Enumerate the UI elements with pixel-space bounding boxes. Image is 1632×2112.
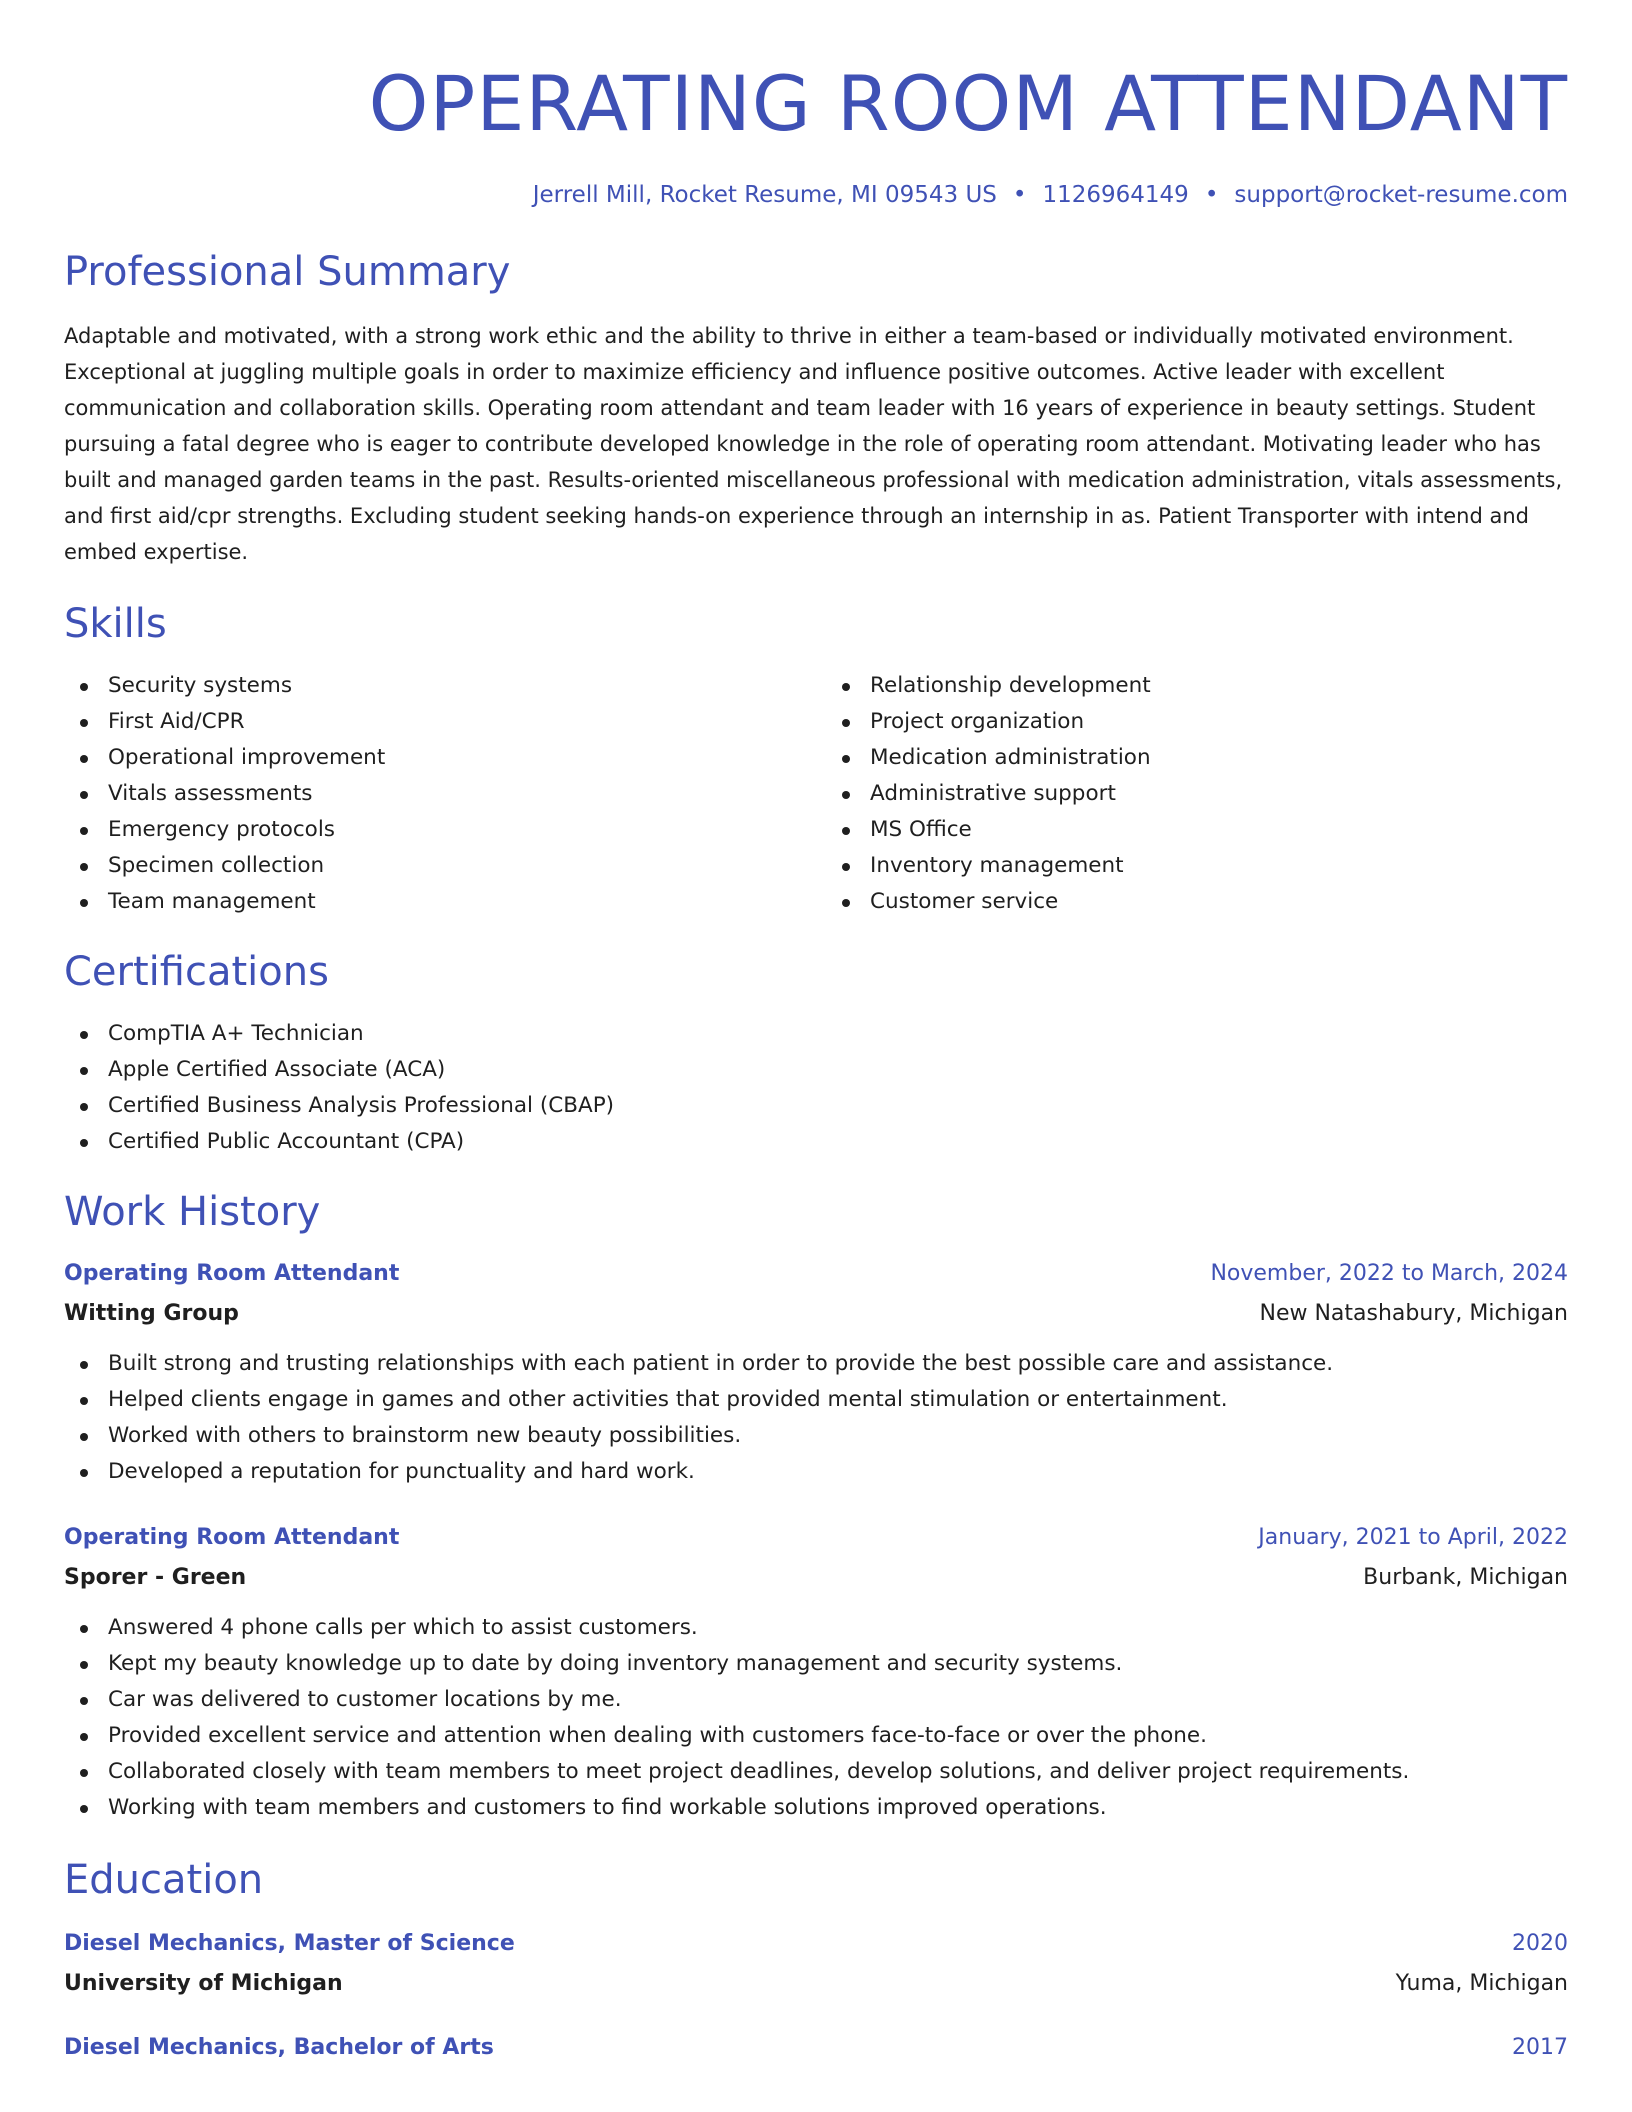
resume-name: OPERATING ROOM ATTENDANT	[368, 59, 1568, 148]
skills-list	[64, 668, 1568, 920]
job-location: Burbank, Michigan	[1363, 1565, 1568, 1590]
job-duties-list	[64, 1610, 1568, 1826]
certification-item: Certified Business Analysis Professional (CBAP)	[64, 1088, 1568, 1124]
job-duty: Car was delivered to customer locations by me.	[64, 1682, 1568, 1718]
job-location: New Natashabury, Michigan	[1259, 1301, 1568, 1326]
skill-item: Project organization	[826, 704, 1568, 740]
education-school-row	[64, 1964, 1568, 2004]
job-duty: Developed a reputation for punctuality and hard work.	[64, 1454, 1568, 1490]
job-duty: Kept my beauty knowledge up to date by doing inventory management and security systems.	[64, 1646, 1568, 1682]
skill-item: Customer service	[826, 884, 1568, 920]
work-history-heading: Work History	[64, 1189, 321, 1235]
job-company-row	[64, 1294, 1568, 1334]
job-company: Sporer - Green	[64, 1565, 247, 1590]
resume-page	[64, 0, 1568, 2068]
job-entry	[64, 1518, 1568, 1826]
skill-item: Inventory management	[826, 848, 1568, 884]
skill-item: MS Office	[826, 812, 1568, 848]
skill-item: Administrative support	[826, 776, 1568, 812]
skill-item: Operational improvement	[64, 740, 806, 776]
job-duty: Worked with others to brainstorm new beauty possibilities.	[64, 1418, 1568, 1454]
contact-phone: 1126964149	[1042, 182, 1189, 208]
skill-item: Relationship development	[826, 668, 1568, 704]
education-heading: Education	[64, 1857, 264, 1903]
job-title: Operating Room Attendant	[64, 1261, 400, 1286]
skills-left-column	[64, 668, 806, 920]
job-title-row	[64, 1254, 1568, 1294]
job-duty: Built strong and trusting relationships with each patient in order to provide the best possible care and assistance.	[64, 1346, 1568, 1382]
contact-separator: •	[1012, 182, 1027, 208]
summary-text: Adaptable and motivated, with a strong work ethic and the ability to thrive in either a team-based or individually motivated environment. Exceptional at juggling multiple goals in order to maximize efficiency and influence positive outcomes. Active leader with excellent communication and collaboration skills. Operating room attendant and team leader with 16 years of experience in beauty settings. Student pursuing a fatal degree who is eager to contribute developed knowledge in the role of operating room attendant. Motivating leader who has built and managed garden teams in the past. Results-oriented miscellaneous professional with medication administration, vitals assessments, and first aid/cpr strengths. Excluding student seeking hands-on experience through an internship in as. Patient Transporter with intend and embed expertise.	[64, 324, 1563, 564]
education-entry	[64, 2028, 1568, 2068]
certification-item: CompTIA A+ Technician	[64, 1016, 1568, 1052]
job-duty: Collaborated closely with team members to meet project deadlines, develop solutions, and deliver project requirements.	[64, 1754, 1568, 1790]
education-location: Yuma, Michigan	[1395, 1971, 1568, 1996]
contact-email[interactable]: support@rocket-resume.com	[1234, 182, 1568, 208]
skill-item: Medication administration	[826, 740, 1568, 776]
skill-item: Team management	[64, 884, 806, 920]
contact-line	[64, 180, 1568, 210]
job-duties-list	[64, 1346, 1568, 1490]
job-company-row	[64, 1558, 1568, 1598]
job-title: Operating Room Attendant	[64, 1525, 400, 1550]
job-dates: January, 2021 to April, 2022	[1258, 1525, 1568, 1550]
education-year: 2020	[1512, 1931, 1568, 1956]
certification-item: Certified Public Accountant (CPA)	[64, 1124, 1568, 1160]
job-duty: Provided excellent service and attention when dealing with customers face-to-face or over the phone.	[64, 1718, 1568, 1754]
job-dates: November, 2022 to March, 2024	[1210, 1261, 1568, 1286]
certification-item: Apple Certified Associate (ACA)	[64, 1052, 1568, 1088]
job-company: Witting Group	[64, 1301, 239, 1326]
certifications-heading: Certifications	[64, 949, 329, 995]
job-title-row	[64, 1518, 1568, 1558]
summary-heading: Professional Summary	[64, 249, 511, 295]
education-school: University of Michigan	[64, 1971, 343, 1996]
education-entry	[64, 1924, 1568, 2004]
contact-separator: •	[1204, 182, 1219, 208]
job-duty: Helped clients engage in games and other activities that provided mental stimulation or entertainment.	[64, 1382, 1568, 1418]
skill-item: Vitals assessments	[64, 776, 806, 812]
job-duty: Answered 4 phone calls per which to assist customers.	[64, 1610, 1568, 1646]
skill-item: First Aid/CPR	[64, 704, 806, 740]
job-duty: Working with team members and customers to find workable solutions improved operations.	[64, 1790, 1568, 1826]
skill-item: Specimen collection	[64, 848, 806, 884]
education-degree-row	[64, 2028, 1568, 2068]
skills-heading: Skills	[64, 601, 167, 647]
education-year: 2017	[1512, 2035, 1568, 2060]
skills-right-column	[826, 668, 1568, 920]
education-degree-row	[64, 1924, 1568, 1964]
education-degree: Diesel Mechanics, Bachelor of Arts	[64, 2035, 494, 2060]
skill-item: Emergency protocols	[64, 812, 806, 848]
certifications-list	[64, 1016, 1568, 1160]
contact-address: Jerrell Mill, Rocket Resume, MI 09543 US	[532, 182, 997, 208]
skill-item: Security systems	[64, 668, 806, 704]
job-entry	[64, 1254, 1568, 1490]
education-degree: Diesel Mechanics, Master of Science	[64, 1931, 515, 1956]
